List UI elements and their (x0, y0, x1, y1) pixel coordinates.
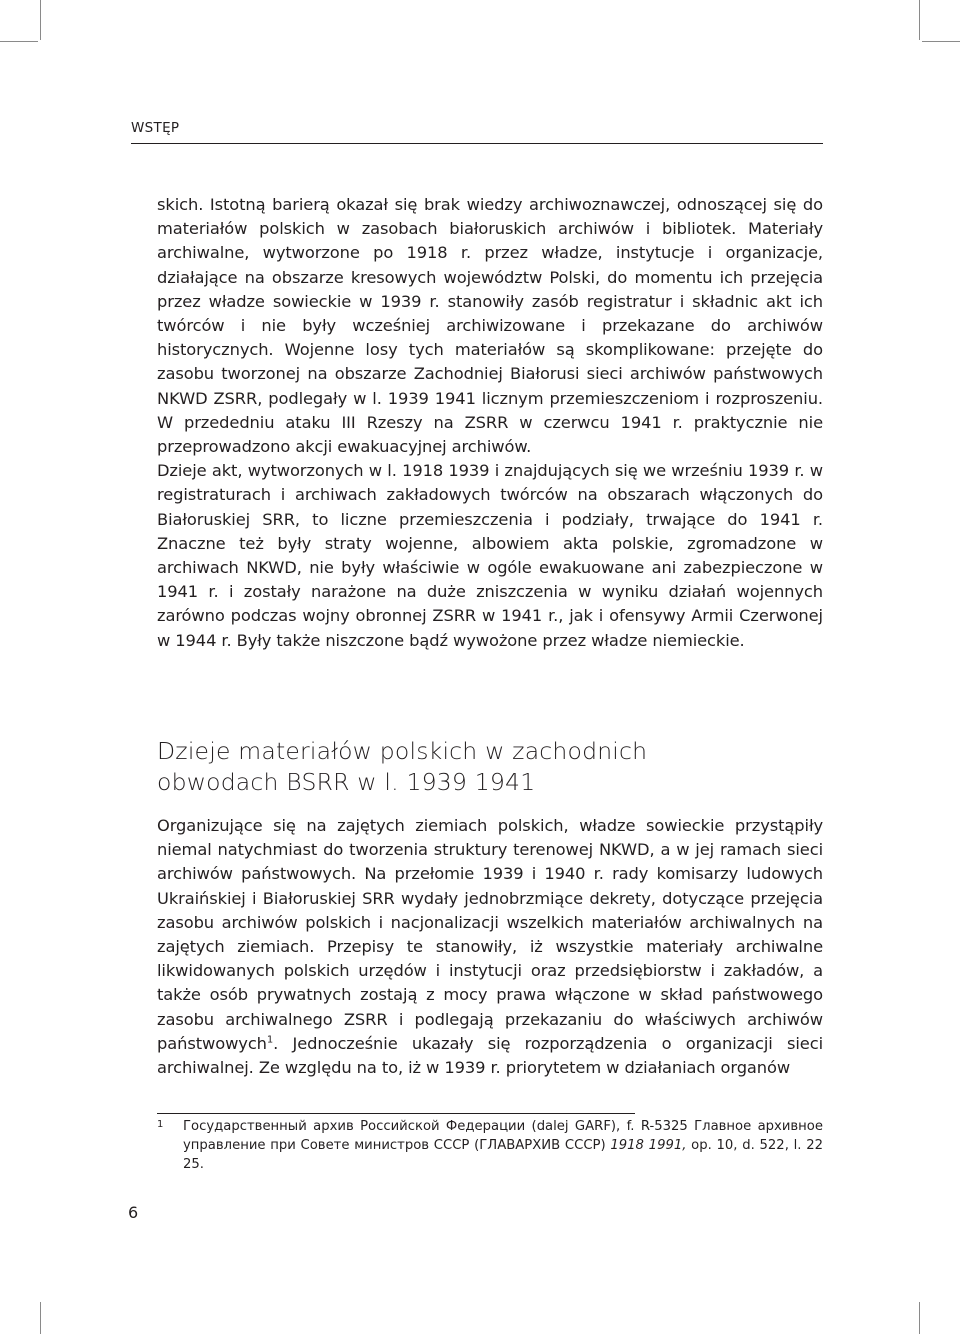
paragraph: Dzieje akt, wytworzonych w l. 1918 1939 i znajdujących się we wrześniu 1939 r. w registraturach i archiwach zakładowych twórców na obszarach włączonych do Białoruskiej SRR, to liczne przemieszczenia i podziały, trwające do 1941 r. Znaczne też były straty wojenne, albowiem akta polskie, zgromadzone w archiwach NKWD, nie były właściwie w ogóle ewakuowane ani zabezpieczone w 1941 r. i zostały narażone na duże zniszczenia w wyniku działań wojennych zarówno podczas wojny obronnej ZSRR w 1941 r., jak i ofensywy Armii Czerwonej w 1944 r. Były także niszczone bądź wywożone przez władze niemieckie. (157, 461, 823, 650)
body-text-top (157, 193, 823, 653)
crop-mark (40, 1302, 41, 1334)
crop-mark (919, 0, 920, 40)
footnote-number: 1 (157, 1119, 164, 1130)
paragraph: skich. Istotną barierą okazał się brak wiedzy archiwoznawczej, odnoszącej się do materiałów polskich w zasobach białoruskich archiwów i bibliotek. Materiały archiwalne, wytworzone po 1918 r. przez władze, instytucje i organizacje, działające na obszarze kresowych województw Polski, do momentu ich przejęcia przez władze sowieckie w 1939 r. stanowiły zasób registratur i składnic akt ich twórców i nie były wcześniej archiwizowane i przekazane do archiwów historycznych. Wojenne losy tych materiałów są skomplikowane: przejęte do zasobu tworzonej na obszarze Zachodniej Białorusi sieci archiwów państwowych NKWD ZSRR, podlegały w l. 1939 1941 licznym przemieszczeniom i rozproszeniu. W przededniu ataku III Rzeszy na ZSRR w czerwcu 1941 r. praktycznie nie przeprowadzono akcji ewakuacyjnej archiwów. (157, 195, 823, 457)
footnote-text-part: op. 10, d. 522, l. 22 25. (183, 1138, 823, 1172)
crop-mark (0, 41, 38, 42)
section-heading-line: Dzieje materiałów polskich w zachodnich (157, 737, 648, 765)
section-heading-line: obwodach BSRR w l. 1939 1941 (157, 768, 536, 796)
section-heading (157, 736, 823, 798)
page-number: 6 (128, 1203, 139, 1222)
body-text-section (157, 814, 823, 1080)
paragraph-text: Organizujące się na zajętych ziemiach polskich, władze sowieckie przystąpiły niemal natychmiast do tworzenia struktury terenowej NKWD, a w jej ramach sieci archiwów państwowych. Na przełomie 1939 i 1940 r. rady komisarzy ludowych Ukraińskiej i Białoruskiej SRR wydały jednobrzmiące dekrety, dotyczące przejęcia zasobu archiwów polskich i nacjonalizacji wszelkich materiałów archiwalnych na zajętych ziemiach. Przepisy te stanowiły, iż wszystkie materiały archiwalne likwidowanych polskich urzędów i instytucji oraz przedsiębiorstw i zakładów, a także osób prywatnych zostają z mocy prawa włączone w skład państwowego zasobu archiwalnego ZSRR i podlegają przekazaniu do właściwych archiwów państwowych (157, 816, 823, 1053)
paragraph-text: . Jednocześnie ukazały się rozporządzenia o organizacji sieci archiwalnej. Ze względu na to, iż w 1939 r. priorytetem w działaniach organów (157, 1033, 823, 1078)
footnote-rule (157, 1113, 635, 1114)
footnote-italic: 1918 1991, (610, 1138, 687, 1153)
running-head: WSTĘP (131, 120, 180, 136)
footnote-reference[interactable]: 1 (266, 1034, 274, 1046)
footnote (157, 1117, 823, 1174)
paragraph (157, 814, 823, 1080)
footnote-text (183, 1117, 823, 1174)
footnote-text-part: Государственный архив Российской Федерации (dalej GARF), f. R-5325 Главное архивное управление при Совете министров СССР (ГЛАВАРХИВ СССР) (183, 1119, 823, 1153)
crop-mark (922, 41, 960, 42)
crop-mark (40, 0, 41, 40)
crop-mark (919, 1302, 920, 1334)
header-rule (131, 143, 823, 144)
